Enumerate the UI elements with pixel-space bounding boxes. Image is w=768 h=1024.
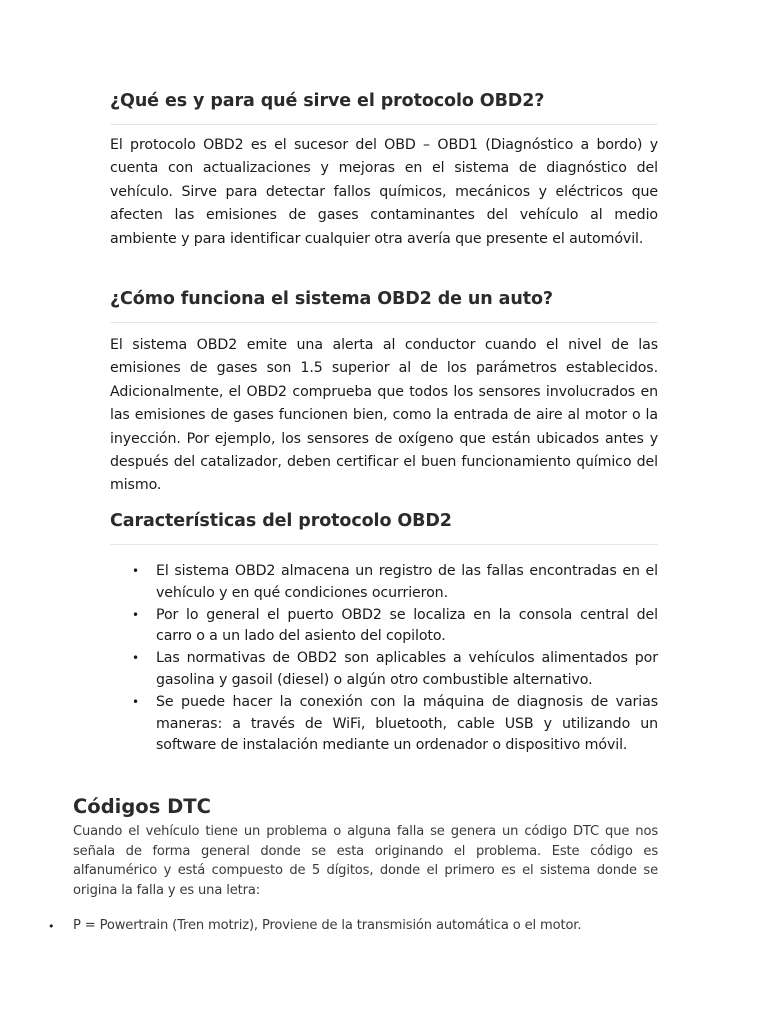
section-heading: ¿Cómo funciona el sistema OBD2 de un auto? <box>110 289 553 309</box>
section-what-is-obd2-body <box>110 134 658 251</box>
dtc-paragraph: Cuando el vehículo tiene un problema o alguna falla se genera un código DTC que nos señala de forma general donde se esta originando el problema. Este código es alfanumérico y está compuesto de 5 dígitos, donde el primero es el sistema donde se origina la falla y es una letra: <box>73 824 658 898</box>
section-how-obd2-works <box>110 288 658 323</box>
bullet-icon: • <box>132 564 139 578</box>
list-item <box>132 605 658 649</box>
bullet-icon: • <box>132 607 139 622</box>
list-item <box>132 561 658 605</box>
section-divider <box>110 124 658 125</box>
list-item <box>132 692 658 757</box>
section-obd2-features <box>110 510 658 545</box>
section-heading: Características del protocolo OBD2 <box>110 511 452 531</box>
list-item <box>132 648 658 692</box>
list-item-text: El sistema OBD2 almacena un registro de las fallas encontradas en el vehículo y en qué condiciones ocurrieron. <box>156 563 658 601</box>
bullet-icon: • <box>132 651 139 666</box>
dtc-title: Códigos DTC <box>73 795 211 818</box>
dtc-item-text: P = Powertrain (Tren motriz), Proviene de la transmisión automática o el motor. <box>73 918 582 933</box>
bullet-icon: • <box>132 694 139 709</box>
section-divider <box>110 544 658 545</box>
section-heading: ¿Qué es y para qué sirve el protocolo OBD2? <box>110 91 545 111</box>
features-list <box>132 561 658 757</box>
section-divider <box>110 322 658 323</box>
list-item-text: Por lo general el puerto OBD2 se localiza en la consola central del carro o a un lado del asiento del copiloto. <box>156 606 658 645</box>
bullet-icon: • <box>48 920 55 933</box>
section-how-obd2-works-body <box>110 334 658 498</box>
section-what-is-obd2 <box>110 90 658 125</box>
list-item-text: Las normativas de OBD2 son aplicables a vehículos alimentados por gasolina y gasoil (diesel) o algún otro combustible alternativo. <box>156 650 658 688</box>
section-paragraph: El sistema OBD2 emite una alerta al conductor cuando el nivel de las emisiones de gases son 1.5 superior al de los parámetros establecidos. Adicionalmente, el OBD2 comprueba que todos los sensores involucrados en las emisiones de gases funcionen bien, como la entrada de aire al motor o la inyección. Por ejemplo, los sensores de oxígeno que están ubicados antes y después del catalizador, deben certificar el buen funcionamiento químico del mismo. <box>110 337 658 494</box>
list-item-text: Se puede hacer la conexión con la máquina de diagnosis de varias maneras: a través de WiFi, bluetooth, cable USB y utilizando un software de instalación mediante un ordenador o dispositivo móvil. <box>156 693 658 754</box>
section-paragraph: El protocolo OBD2 es el sucesor del OBD – OBD1 (Diagnóstico a bordo) y cuenta con actualizaciones y mejoras en el sistema de diagnóstico del vehículo. Sirve para detectar fallos químicos, mecánicos y eléctricos que afecten las emisiones de gases contaminantes del vehículo al medio ambiente y para identificar cualquier otra avería que presente el automóvil. <box>110 137 658 247</box>
